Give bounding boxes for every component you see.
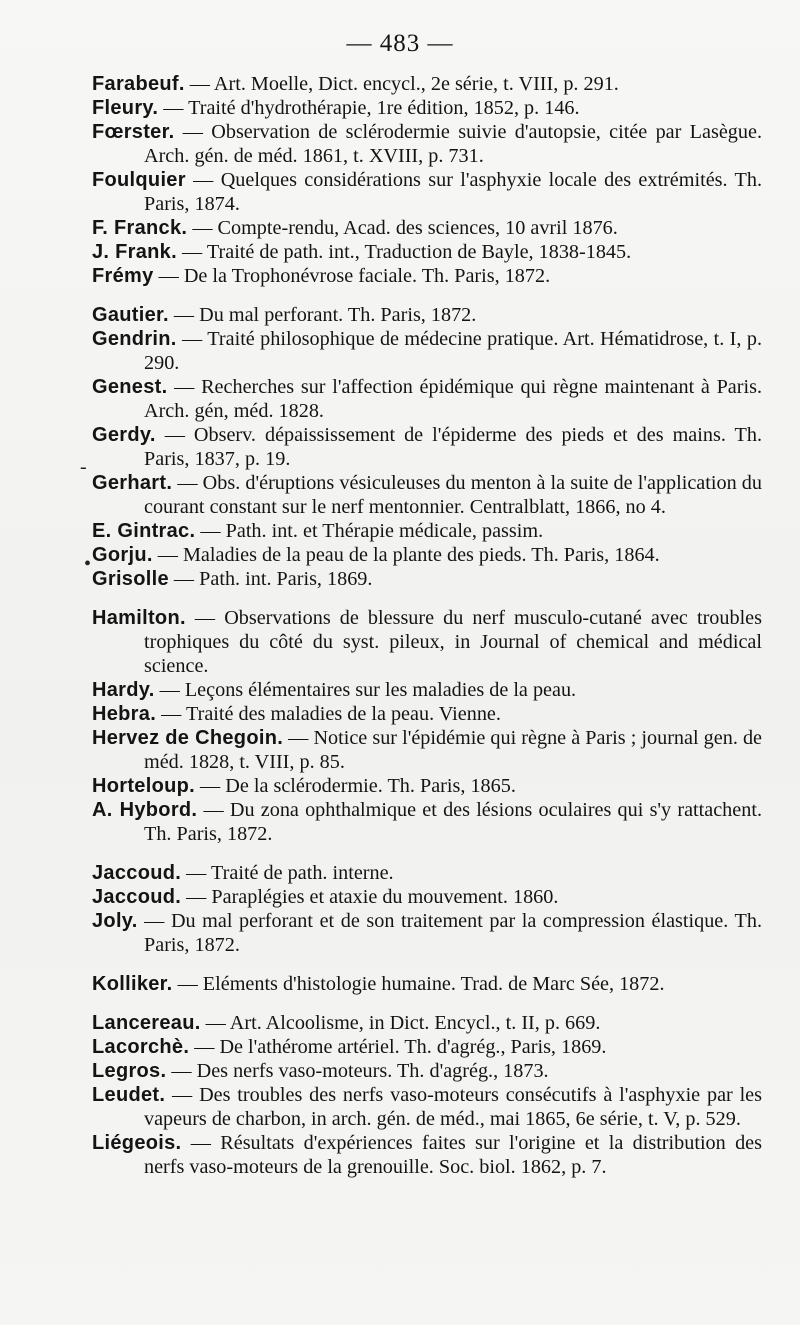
entry-reference: De l'athérome artériel. Th. d'agrég., Paris, 1869. bbox=[219, 1036, 607, 1058]
bib-entry: Hamilton. — Observations de blessure du nerf musculo-cutané avec troubles trophiques du côté du syst. pileux, in Journal of chemical and médical science. bbox=[92, 607, 762, 677]
bib-entry: Farabeuf. — Art. Moelle, Dict. encycl., 2e série, t. VIII, p. 291. bbox=[92, 73, 619, 95]
bib-entry: Hebra. — Traité des maladies de la peau. Vienne. bbox=[92, 703, 501, 725]
entry-reference: Notice sur l'épidémie qui règne à Paris ; journal gen. de méd. 1828, t. VIII, p. 85. bbox=[144, 727, 763, 773]
bib-entry: Kolliker. — Eléments d'histologie humaine. Trad. de Marc Sée, 1872. bbox=[92, 973, 665, 995]
entry-author: Hardy. bbox=[92, 679, 155, 701]
bib-entry: Genest. — Recherches sur l'affection épidémique qui règne maintenant à Paris. Arch. gén, méd. 1828. bbox=[92, 376, 762, 422]
bib-entry: Horteloup. — De la sclérodermie. Th. Paris, 1865. bbox=[92, 775, 516, 797]
bib-entry: Grisolle — Path. int. Paris, 1869. bbox=[92, 568, 373, 590]
bib-entry: Hervez de Chegoin. — Notice sur l'épidémie qui règne à Paris ; journal gen. de méd. 1828, t. VIII, p. 85. bbox=[92, 727, 763, 773]
entry-author: J. Frank. bbox=[92, 241, 177, 263]
bib-entry: A. Hybord. — Du zona ophthalmique et des lésions oculaires qui s'y rattachent. Th. Paris, 1872. bbox=[92, 799, 762, 845]
bib-entry: Gorju. — Maladies de la peau de la plante des pieds. Th. Paris, 1864. bbox=[92, 544, 660, 566]
bib-entry: Jaccoud. — Traité de path. interne. bbox=[92, 862, 394, 884]
margin-mark: - bbox=[80, 456, 87, 478]
entry-author: Lancereau. bbox=[92, 1012, 201, 1034]
entry-author: Horteloup. bbox=[92, 775, 195, 797]
entry-reference: Compte-rendu, Acad. des sciences, 10 avril 1876. bbox=[217, 217, 618, 239]
section-gap bbox=[92, 846, 762, 861]
bib-entry: Lancereau. — Art. Alcoolisme, in Dict. Encycl., t. II, p. 669. bbox=[92, 1012, 601, 1034]
entry-reference: Du mal perforant. Th. Paris, 1872. bbox=[199, 304, 477, 326]
bib-entry: E. Gintrac. — Path. int. et Thérapie médicale, passim. bbox=[92, 520, 544, 542]
entry-author: Hervez de Chegoin. bbox=[92, 727, 284, 749]
bib-entry: Hardy. — Leçons élémentaires sur les maladies de la peau. bbox=[92, 679, 577, 701]
section-gap bbox=[92, 288, 762, 303]
bib-entry: Fœrster. — Observation de sclérodermie suivie d'autopsie, citée par Lasègue. Arch. gén. de méd. 1861, t. XVIII, p. 731. bbox=[92, 121, 762, 167]
bib-entry: Liégeois. — Résultats d'expériences faites sur l'origine et la distribution des nerfs vaso-moteurs de la grenouille. Soc. biol. 1862, p. 7. bbox=[92, 1132, 762, 1178]
bib-entry: Gerhart. — Obs. d'éruptions vésiculeuses du menton à la suite de l'application du courant constant sur le nerf mentonnier. Centralblatt, 1866, no 4. bbox=[92, 472, 762, 518]
entry-author: Liégeois. bbox=[92, 1132, 182, 1154]
section-gap bbox=[92, 996, 762, 1011]
entry-author: Hamilton. bbox=[92, 607, 186, 629]
entry-reference: Résultats d'expériences faites sur l'origine et la distribution des nerfs vaso-moteurs de la grenouille. Soc. biol. 1862, p. 7. bbox=[144, 1132, 762, 1178]
entry-author: Gorju. bbox=[92, 544, 153, 566]
entry-author: Fleury. bbox=[92, 97, 159, 119]
bib-entry: Lacorchè. — De l'athérome artériel. Th. d'agrég., Paris, 1869. bbox=[92, 1036, 607, 1058]
entry-author: Gendrin. bbox=[92, 328, 177, 350]
entry-author: Genest. bbox=[92, 376, 168, 398]
entry-author: Frémy bbox=[92, 265, 154, 287]
entry-reference: Du zona ophthalmique et des lésions oculaires qui s'y rattachent. Th. Paris, 1872. bbox=[144, 799, 762, 845]
entry-author: Gerhart. bbox=[92, 472, 173, 494]
entry-reference: Du mal perforant et de son traitement par la compression élastique. Th. Paris, 1872. bbox=[144, 910, 762, 956]
bib-entry: Gendrin. — Traité philosophique de médecine pratique. Art. Hématidrose, t. I, p. 290. bbox=[92, 328, 762, 374]
bib-entry: Fleury. — Traité d'hydrothérapie, 1re édition, 1852, p. 146. bbox=[92, 97, 580, 119]
entry-reference: Paraplégies et ataxie du mouvement. 1860. bbox=[211, 886, 559, 908]
entry-reference: Des troubles des nerfs vaso-moteurs consécutifs à l'asphyxie par les vapeurs de charbon, in arch. gén. de méd., mai 1865, 6e série, t. V, p. 529. bbox=[144, 1084, 763, 1130]
entry-reference: Quelques considérations sur l'asphyxie locale des extrémités. Th. Paris, 1874. bbox=[144, 169, 763, 215]
entry-author: Farabeuf. bbox=[92, 73, 185, 95]
entry-reference: Traité philosophique de médecine pratique. Art. Hématidrose, t. I, p. 290. bbox=[144, 328, 762, 374]
entry-author: Hebra. bbox=[92, 703, 157, 725]
entry-author: Gerdy. bbox=[92, 424, 156, 446]
entry-reference: Observation de sclérodermie suivie d'autopsie, citée par Lasègue. Arch. gén. de méd. 1861, t. XVIII, p. 731. bbox=[144, 121, 762, 167]
entry-author: Kolliker. bbox=[92, 973, 173, 995]
entry-author: Lacorchè. bbox=[92, 1036, 190, 1058]
entry-reference: Recherches sur l'affection épidémique qui règne maintenant à Paris. Arch. gén, méd. 1828. bbox=[144, 376, 762, 422]
entry-reference: Traité de path. interne. bbox=[211, 862, 394, 884]
bib-entry: Joly. — Du mal perforant et de son traitement par la compression élastique. Th. Paris, 1872. bbox=[92, 910, 762, 956]
entry-reference: Traité des maladies de la peau. Vienne. bbox=[185, 703, 501, 725]
entry-reference: Path. int. Paris, 1869. bbox=[199, 568, 373, 590]
entry-author: Gautier. bbox=[92, 304, 169, 326]
entry-reference: Eléments d'histologie humaine. Trad. de Marc Sée, 1872. bbox=[202, 973, 665, 995]
entry-author: Fœrster. bbox=[92, 121, 175, 143]
bib-entry: Gerdy. — Observ. dépaississement de l'épiderme des pieds et des mains. Th. Paris, 1837, p. 19. bbox=[92, 424, 762, 470]
entry-author: Joly. bbox=[92, 910, 138, 932]
entry-reference: Observations de blessure du nerf musculo-cutané avec troubles trophiques du côté du syst. pileux, in Journal of chemical and médical science. bbox=[144, 607, 762, 677]
entry-reference: Observ. dépaississement de l'épiderme des pieds et des mains. Th. Paris, 1837, p. 19. bbox=[144, 424, 762, 470]
bib-entry: Gautier. — Du mal perforant. Th. Paris, 1872. bbox=[92, 304, 477, 326]
entry-reference: Traité de path. int., Traduction de Bayle, 1838-1845. bbox=[206, 241, 632, 263]
section-gap bbox=[92, 957, 762, 972]
entry-author: E. Gintrac. bbox=[92, 520, 196, 542]
entry-reference: Art. Alcoolisme, in Dict. Encycl., t. II, p. 669. bbox=[229, 1012, 601, 1034]
entry-author: A. Hybord. bbox=[92, 799, 198, 821]
entry-author: Jaccoud. bbox=[92, 886, 182, 908]
bib-entry: Foulquier — Quelques considérations sur l'asphyxie locale des extrémités. Th. Paris, 1874. bbox=[92, 169, 763, 215]
bib-entry: J. Frank. — Traité de path. int., Traduction de Bayle, 1838-1845. bbox=[92, 241, 632, 263]
entry-reference: De la sclérodermie. Th. Paris, 1865. bbox=[225, 775, 516, 797]
entry-author: Grisolle bbox=[92, 568, 169, 590]
entry-author: Legros. bbox=[92, 1060, 167, 1082]
entry-reference: Maladies de la peau de la plante des pieds. Th. Paris, 1864. bbox=[182, 544, 660, 566]
bibliography-list bbox=[92, 72, 762, 1179]
bib-entry: Frémy — De la Trophonévrose faciale. Th. Paris, 1872. bbox=[92, 265, 551, 287]
margin-mark: • bbox=[84, 553, 92, 575]
bib-entry: F. Franck. — Compte-rendu, Acad. des sciences, 10 avril 1876. bbox=[92, 217, 618, 239]
entry-author: Foulquier bbox=[92, 169, 186, 191]
entry-reference: Leçons élémentaires sur les maladies de la peau. bbox=[184, 679, 577, 701]
entry-reference: Traité d'hydrothérapie, 1re édition, 1852, p. 146. bbox=[188, 97, 580, 119]
entry-reference: Art. Moelle, Dict. encycl., 2e série, t. VIII, p. 291. bbox=[213, 73, 619, 95]
section-gap bbox=[92, 591, 762, 606]
page-number: — 483 — bbox=[346, 30, 454, 57]
entry-author: Jaccoud. bbox=[92, 862, 182, 884]
entry-author: F. Franck. bbox=[92, 217, 188, 239]
bib-entry: Legros. — Des nerfs vaso-moteurs. Th. d'agrég., 1873. bbox=[92, 1060, 549, 1082]
bib-entry: Jaccoud. — Paraplégies et ataxie du mouvement. 1860. bbox=[92, 886, 559, 908]
bib-entry: Leudet. — Des troubles des nerfs vaso-moteurs consécutifs à l'asphyxie par les vapeurs de charbon, in arch. gén. de méd., mai 1865, 6e série, t. V, p. 529. bbox=[92, 1084, 763, 1130]
entry-reference: De la Trophonévrose faciale. Th. Paris, 1872. bbox=[183, 265, 551, 287]
entry-reference: Path. int. et Thérapie médicale, passim. bbox=[225, 520, 544, 542]
entry-reference: Des nerfs vaso-moteurs. Th. d'agrég., 1873. bbox=[196, 1060, 549, 1082]
entry-author: Leudet. bbox=[92, 1084, 166, 1106]
entry-reference: Obs. d'éruptions vésiculeuses du menton à la suite de l'application du courant constant sur le nerf mentonnier. Centralblatt, 1866, no 4. bbox=[144, 472, 762, 518]
